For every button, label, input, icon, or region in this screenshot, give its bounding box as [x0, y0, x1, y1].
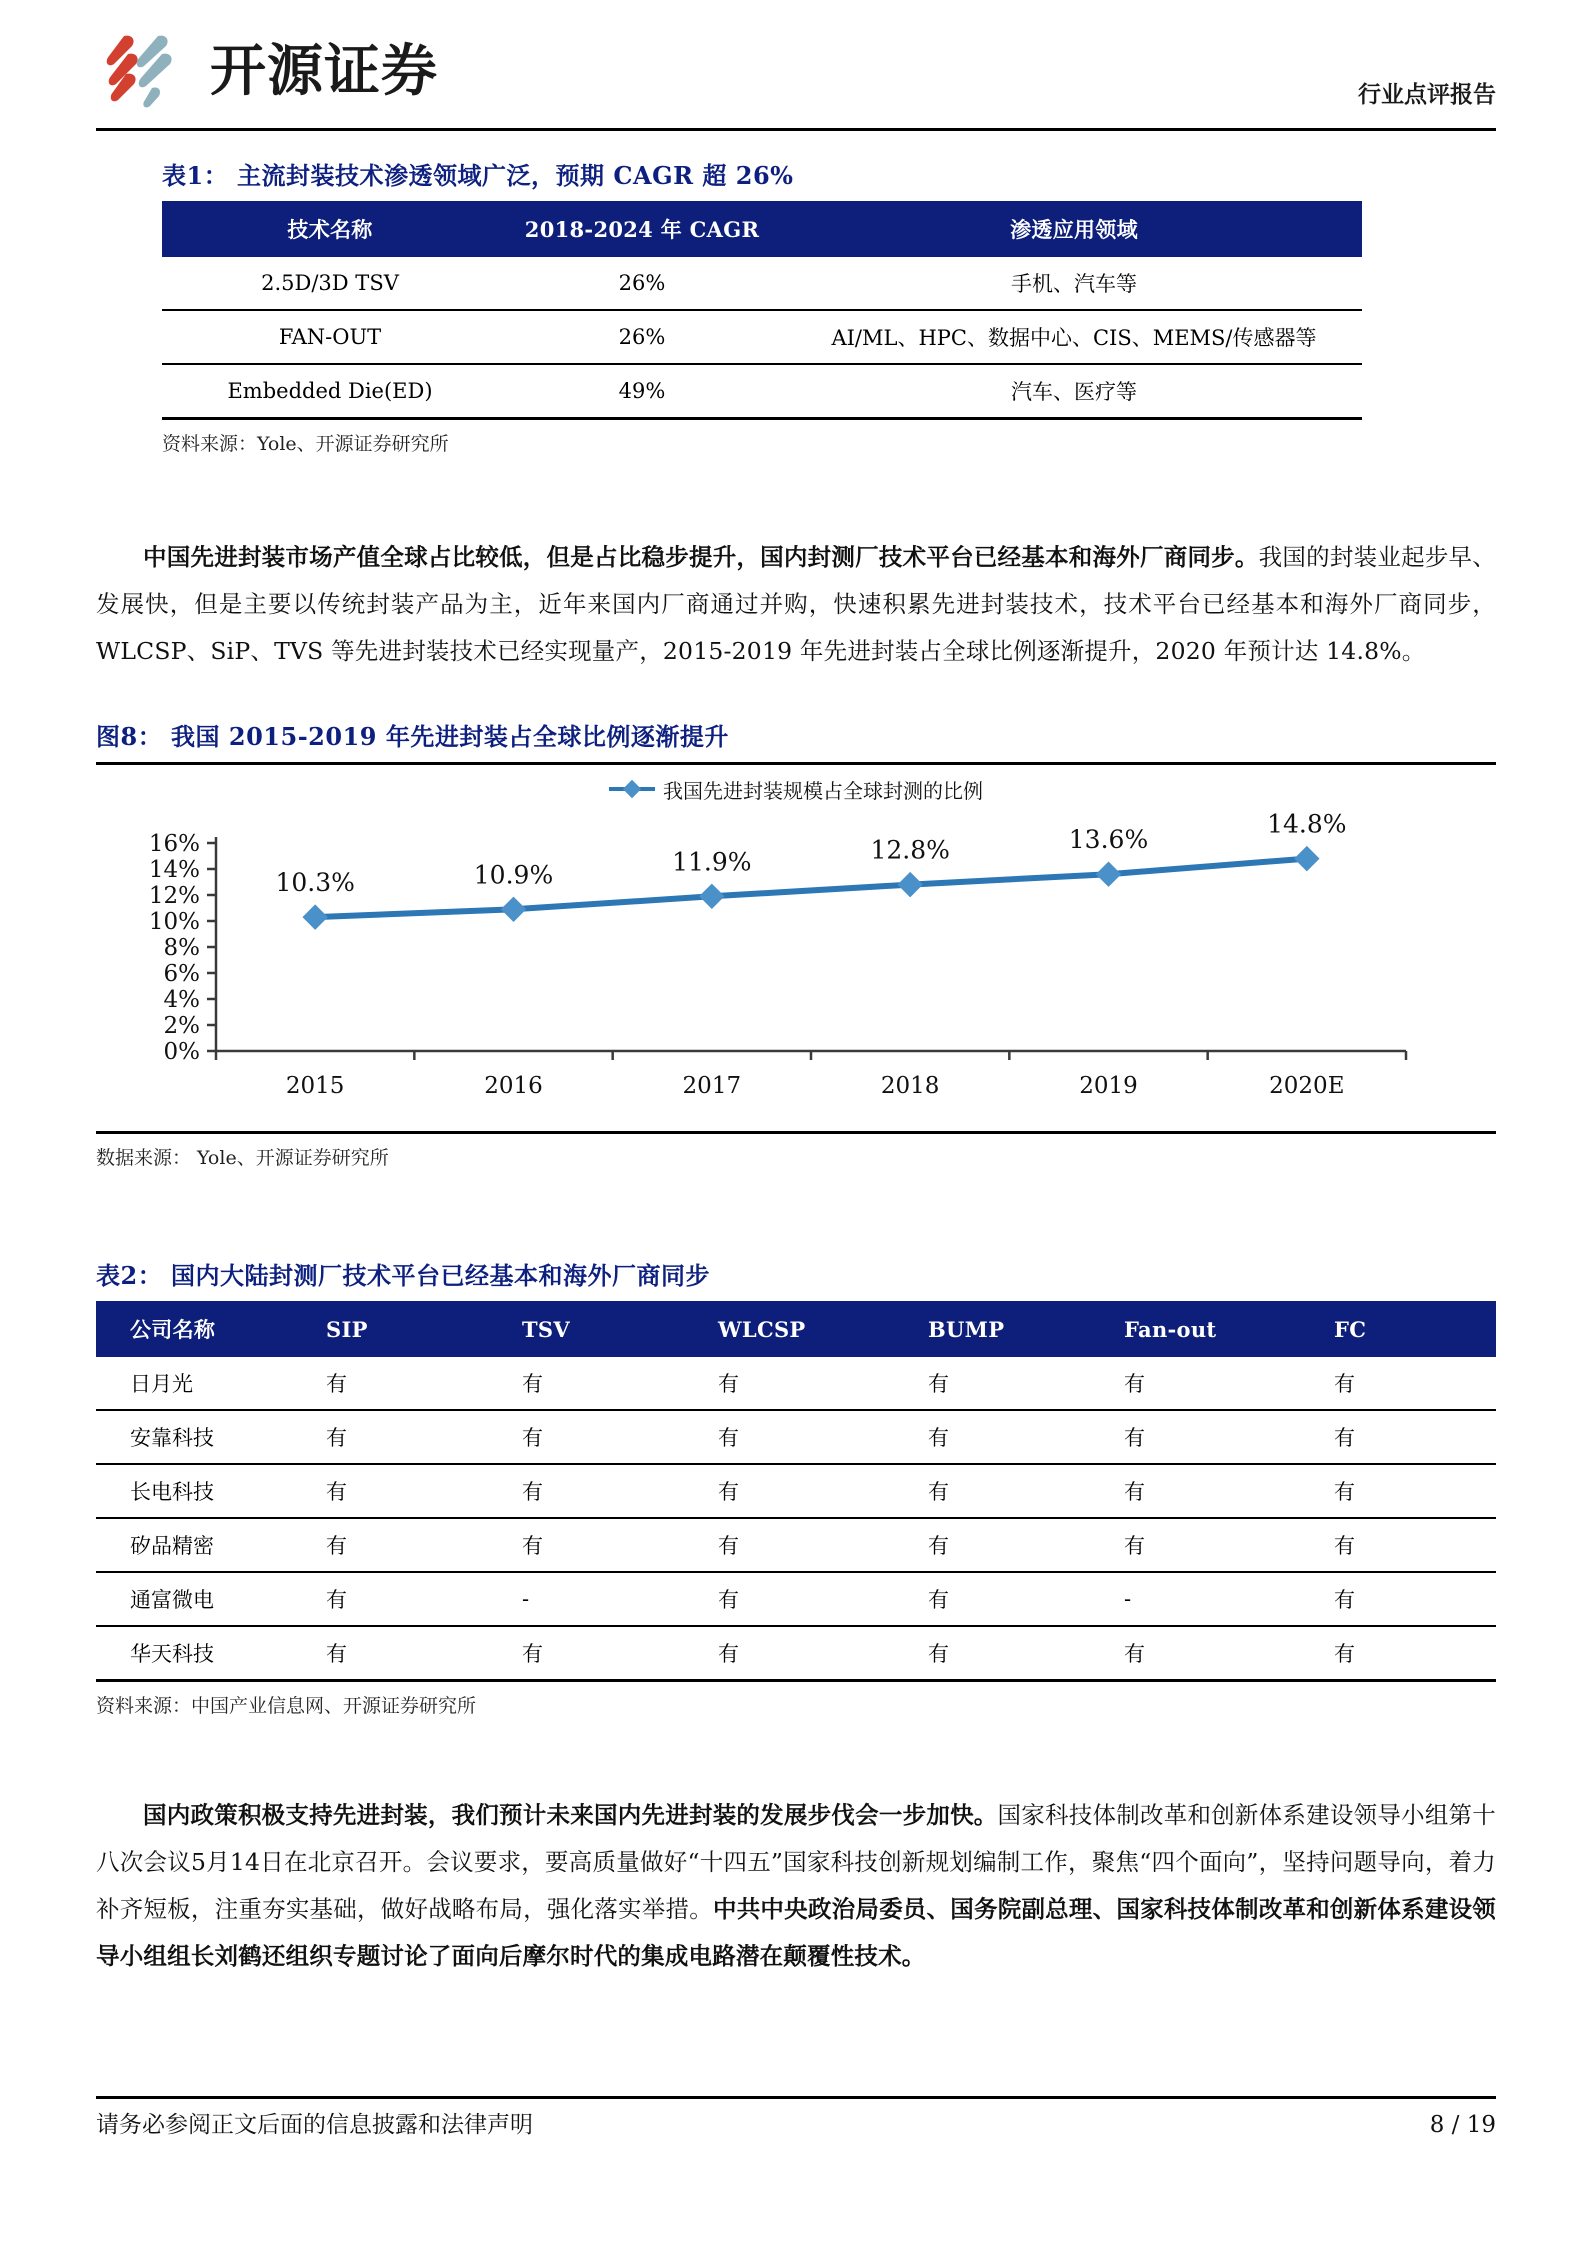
line-chart: [96, 809, 1347, 1129]
data-label: 10.3%: [275, 868, 355, 898]
table2-col-4: BUMP: [922, 1301, 1118, 1357]
table2-r0c1: 有: [320, 1357, 516, 1410]
table2-r1c1: 有: [320, 1410, 516, 1464]
table2-col-3: WLCSP: [712, 1301, 922, 1357]
table2-r2c4: 有: [922, 1464, 1118, 1518]
table2-col-5: Fan-out: [1118, 1301, 1328, 1357]
table2-r4c5: -: [1118, 1572, 1328, 1626]
table-row: [96, 1518, 1496, 1572]
series-marker: [897, 872, 922, 897]
page-footer: [96, 2106, 1496, 2139]
x-tick-label: 2016: [484, 1073, 543, 1099]
table-row: [96, 1572, 1496, 1626]
series-line: [315, 859, 1307, 918]
table2-r3c2: 有: [516, 1518, 712, 1572]
paragraph2-lead: 国内政策积极支持先进封装，我们预计未来国内先进封装的发展步伐会一步加快。: [143, 1801, 998, 1829]
x-tick-label: 2020E: [1269, 1073, 1345, 1099]
table2-r2c2: 有: [516, 1464, 712, 1518]
data-label: 10.9%: [473, 860, 554, 890]
table1-source: 资料来源：Yole、开源证券研究所: [162, 433, 449, 455]
series-marker: [501, 897, 526, 922]
masthead-divider: [96, 128, 1496, 131]
table2-r2c3: 有: [712, 1464, 922, 1518]
figure8-block: [96, 717, 1496, 1170]
table2-r4c0: 通富微电: [96, 1572, 320, 1626]
table2-r5c0: 华天科技: [96, 1626, 320, 1681]
table1-r2c2: 汽车、医疗等: [786, 364, 1362, 419]
table2-r1c0: 安靠科技: [96, 1410, 320, 1464]
table1-col-1: 2018-2024 年 CAGR: [498, 201, 786, 257]
table1-caption: 表1： 主流封装技术渗透领域广泛，预期 CAGR 超 26%: [162, 161, 794, 190]
paragraph-policy-support: [96, 1792, 1496, 1980]
table1-r0c0: 2.5D/3D TSV: [162, 257, 498, 310]
table2-block: [96, 1256, 1496, 1718]
y-tick-label: 2%: [163, 1013, 200, 1039]
table-row: [162, 310, 1362, 364]
table1: [162, 201, 1362, 420]
table1-r1c0: FAN-OUT: [162, 310, 498, 364]
brand-name: 开源证券: [210, 39, 438, 104]
legend-marker-icon: [609, 787, 655, 791]
table2-r5c3: 有: [712, 1626, 922, 1681]
table2-r3c5: 有: [1118, 1518, 1328, 1572]
table1-col-0: 技术名称: [162, 201, 498, 257]
series-marker: [1294, 846, 1319, 871]
table2-col-1: SIP: [320, 1301, 516, 1357]
table2-r3c3: 有: [712, 1518, 922, 1572]
table2-r2c0: 长电科技: [96, 1464, 320, 1518]
table2-r1c3: 有: [712, 1410, 922, 1464]
x-tick-label: 2015: [285, 1073, 345, 1099]
table2-source: 资料来源：中国产业信息网、开源证券研究所: [96, 1695, 477, 1717]
table-row: [96, 1357, 1496, 1410]
x-tick-label: 2019: [1079, 1073, 1138, 1099]
table2-r5c6: 有: [1328, 1626, 1496, 1681]
data-label: 12.8%: [870, 835, 950, 865]
table2-r4c1: 有: [320, 1572, 516, 1626]
series-marker: [1096, 861, 1121, 886]
table2-r4c6: 有: [1328, 1572, 1496, 1626]
table1-r2c0: Embedded Die(ED): [162, 364, 498, 419]
paragraph1-lead: 中国先进封装市场产值全球占比较低，但是占比稳步提升，国内封测厂技术平台已经基本和海外厂商同步。: [143, 543, 1259, 571]
y-tick-label: 14%: [148, 857, 200, 883]
table2-r4c4: 有: [922, 1572, 1118, 1626]
x-tick-label: 2017: [682, 1073, 742, 1099]
y-tick-label: 0%: [163, 1039, 200, 1065]
table2-r1c6: 有: [1328, 1410, 1496, 1464]
table2-caption: 表2： 国内大陆封测厂技术平台已经基本和海外厂商同步: [96, 1261, 711, 1290]
kaiyuan-logo-icon: [96, 30, 192, 114]
table2-col-0: 公司名称: [96, 1301, 320, 1357]
y-tick-label: 4%: [163, 987, 200, 1013]
table2-col-2: TSV: [516, 1301, 712, 1357]
table2-r0c3: 有: [712, 1357, 922, 1410]
legend-label: 我国先进封装规模占全球封测的比例: [663, 778, 983, 803]
table2-r2c1: 有: [320, 1464, 516, 1518]
table1-r1c2: AI/ML、HPC、数据中心、CIS、MEMS/传感器等: [786, 310, 1362, 364]
table-row: [96, 1626, 1496, 1681]
table2-r5c1: 有: [320, 1626, 516, 1681]
paragraph2-tail: 中共中央政治局委员、国务院副总理、国家科技体制改革和创新体系建设领导小组组长刘鹤还组织专题讨论了面向后摩尔时代的集成电路潜在颠覆性技术。: [96, 1895, 1496, 1970]
table2-r3c1: 有: [320, 1518, 516, 1572]
table1-col-2: 渗透应用领域: [786, 201, 1362, 257]
table2-r0c2: 有: [516, 1357, 712, 1410]
table2-r5c2: 有: [516, 1626, 712, 1681]
figure8-caption: 图8： 我国 2015-2019 年先进封装占全球比例逐渐提升: [96, 722, 729, 751]
data-label: 11.9%: [672, 847, 752, 877]
table2-r0c5: 有: [1118, 1357, 1328, 1410]
y-tick-label: 16%: [148, 831, 200, 857]
footer-divider: [96, 2096, 1496, 2099]
masthead: [96, 26, 1496, 122]
table-row: [162, 364, 1362, 419]
table-row: [96, 1464, 1496, 1518]
table1-r0c1: 26%: [498, 257, 786, 310]
figure8-bottom-rule: [96, 1131, 1496, 1134]
y-tick-label: 10%: [148, 909, 200, 935]
data-label: 14.8%: [1267, 809, 1347, 839]
brand-logo: [96, 30, 438, 114]
table2-r5c4: 有: [922, 1626, 1118, 1681]
paragraph1-rest: 我国的封装业起步早、发展快，但是主要以传统封装产品为主，近年来国内厂商通过并购，快速积累先进封装技术，技术平台已经基本和海外厂商同步，WLCSP、SiP、TVS 等先进封装技术已经实现量产，2015-2019 年先进封装占全球比例逐渐提升，2020 年预计达 14.8%。: [96, 543, 1496, 665]
table2-r2c5: 有: [1118, 1464, 1328, 1518]
footer-disclaimer: 请务必参阅正文后面的信息披露和法律声明: [96, 2112, 533, 2138]
table2-r1c2: 有: [516, 1410, 712, 1464]
y-tick-label: 6%: [163, 961, 200, 987]
table2-col-6: FC: [1328, 1301, 1496, 1357]
table2-header-row: [96, 1301, 1496, 1357]
table2-r4c3: 有: [712, 1572, 922, 1626]
table2-r0c6: 有: [1328, 1357, 1496, 1410]
table2-r2c6: 有: [1328, 1464, 1496, 1518]
figure8-source: 数据来源： Yole、开源证券研究所: [96, 1147, 389, 1169]
table2-r1c4: 有: [922, 1410, 1118, 1464]
table-row: [96, 1410, 1496, 1464]
chart-legend: [96, 769, 1496, 809]
table2-r5c5: 有: [1118, 1626, 1328, 1681]
table-row: [162, 257, 1362, 310]
table2-r3c6: 有: [1328, 1518, 1496, 1572]
table2-r3c0: 矽品精密: [96, 1518, 320, 1572]
table2-r4c2: -: [516, 1572, 712, 1626]
table2-r3c4: 有: [922, 1518, 1118, 1572]
table2-r0c4: 有: [922, 1357, 1118, 1410]
y-tick-label: 8%: [163, 935, 200, 961]
x-tick-label: 2018: [880, 1073, 940, 1099]
content-column: [96, 150, 1496, 1980]
paragraph2-mid: 国家科技体制改革和创新体系建设领导小组第十八次会议5月14日在北京召开。会议要求，要高质量做好“十四五”国家科技创新规划编制工作，聚焦“四个面向”，坚持问题导向，着力补齐短板，注重夯实基础，做好战略布局，强化落实举措。: [96, 1801, 1496, 1923]
table1-block: [162, 156, 1362, 456]
table1-r2c1: 49%: [498, 364, 786, 419]
table1-r0c2: 手机、汽车等: [786, 257, 1362, 310]
table2-r1c5: 有: [1118, 1410, 1328, 1464]
data-label: 13.6%: [1068, 825, 1149, 855]
report-kind-label: 行业点评报告: [1358, 81, 1496, 108]
series-marker: [302, 904, 327, 929]
figure8-top-rule: [96, 762, 1496, 765]
series-marker: [699, 884, 724, 909]
footer-page-number: 8 / 19: [1429, 2112, 1496, 2138]
table2: [96, 1301, 1496, 1682]
table1-header-row: [162, 201, 1362, 257]
table1-r1c1: 26%: [498, 310, 786, 364]
paragraph-advanced-packaging-share: [96, 534, 1496, 675]
y-tick-label: 12%: [148, 883, 200, 909]
table2-r0c0: 日月光: [96, 1357, 320, 1410]
